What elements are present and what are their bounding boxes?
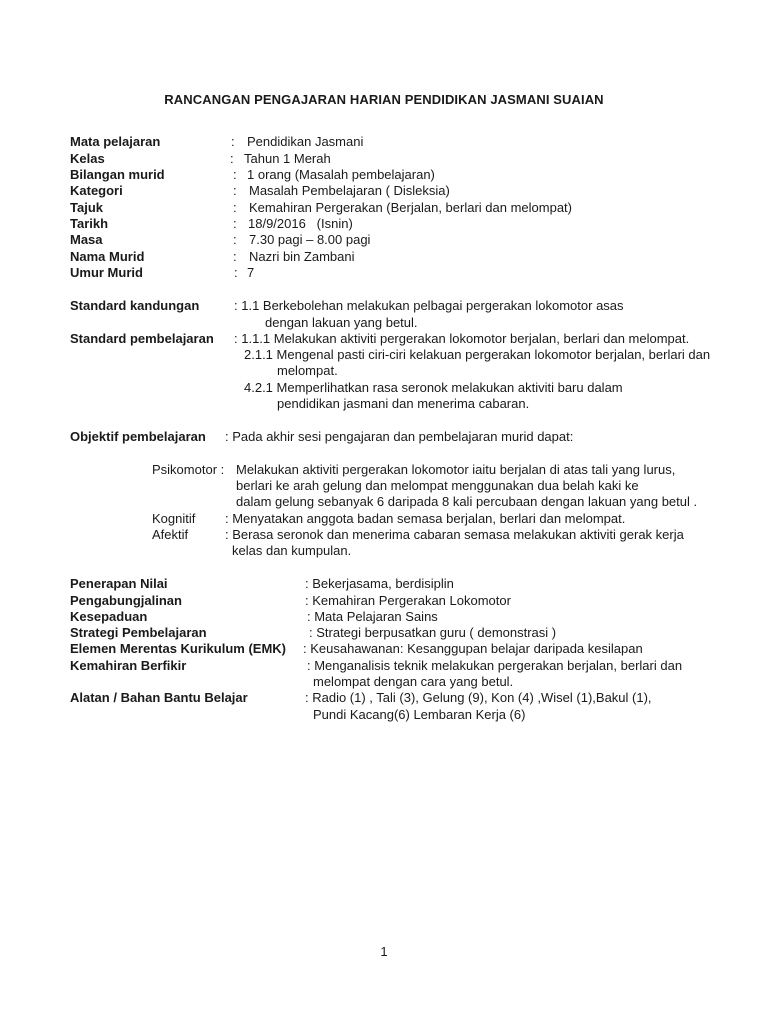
detail-value: : Strategi berpusatkan guru ( demonstrasi ) [309,625,557,640]
info-sep: : [233,216,237,231]
standard-pembelajaran-text: melompat. [277,363,338,378]
detail-label: Strategi Pembelajaran [70,625,207,640]
info-value: 7 [247,265,255,280]
info-sep: : [233,232,237,247]
info-sep: : [233,183,237,198]
standard-kandungan-label: Standard kandungan [70,298,200,313]
info-value: Masalah Pembelajaran ( Disleksia) [249,183,450,198]
info-value: 1 orang (Masalah pembelajaran) [247,167,435,182]
standard-pembelajaran-label: Standard pembelajaran [70,331,214,346]
info-label: Kelas [70,151,105,166]
detail-value: : Keusahawanan: Kesanggupan belajar daripada kesilapan [303,641,643,656]
psikomotor-text: dalam gelung sebanyak 6 daripada 8 kali percubaan dengan lakuan yang betul . [236,494,698,509]
info-sep: : [230,151,234,166]
kognitif-label: Kognitif [152,511,196,526]
standard-pembelajaran-text: 4.2.1 Memperlihatkan rasa seronok melakukan aktiviti baru dalam [244,380,623,395]
objektif-label: Objektif pembelajaran [70,429,206,444]
info-label: Tajuk [70,200,103,215]
page-number: 1 [380,944,388,959]
info-label: Kategori [70,183,123,198]
info-sep: : [233,167,237,182]
detail-value: : Radio (1) , Tali (3), Gelung (9), Kon (4) ,Wisel (1),Bakul (1), [305,690,652,705]
afektif-text: : Berasa seronok dan menerima cabaran semasa melakukan aktiviti gerak kerja [225,527,684,542]
info-label: Nama Murid [70,249,145,264]
kognitif-text: : Menyatakan anggota badan semasa berjalan, berlari dan melompat. [225,511,626,526]
standard-pembelajaran-text: 2.1.1 Mengenal pasti ciri-ciri kelakuan pergerakan lokomotor berjalan, berlari dan [244,347,711,362]
detail-value: : Mata Pelajaran Sains [307,609,438,624]
detail-label: Kesepaduan [70,609,148,624]
detail-label: Penerapan Nilai [70,576,168,591]
detail-label: Pengabungjalinan [70,593,182,608]
info-label: Umur Murid [70,265,143,280]
document-title: RANCANGAN PENGAJARAN HARIAN PENDIDIKAN JASMANI SUAIAN [164,92,604,107]
detail-label: Elemen Merentas Kurikulum (EMK) [70,641,286,656]
afektif-label: Afektif [152,527,189,542]
info-value: 7.30 pagi – 8.00 pagi [249,232,371,247]
info-label: Bilangan murid [70,167,165,182]
info-label: Tarikh [70,216,109,231]
objektif-text: : Pada akhir sesi pengajaran dan pembelajaran murid dapat: [225,429,574,444]
standard-kandungan-text: : 1.1 Berkebolehan melakukan pelbagai pergerakan lokomotor asas [234,298,624,313]
detail-value: : Kemahiran Pergerakan Lokomotor [305,593,511,608]
detail-value: melompat dengan cara yang betul. [313,674,514,689]
info-label: Mata pelajaran [70,134,161,149]
psikomotor-text: Melakukan aktiviti pergerakan lokomotor iaitu berjalan di atas tali yang lurus, [236,462,676,477]
detail-value: : Menganalisis teknik melakukan pergerakan berjalan, berlari dan [307,658,683,673]
detail-label: Alatan / Bahan Bantu Belajar [70,690,248,705]
info-value: Tahun 1 Merah [244,151,331,166]
detail-value: : Bekerjasama, berdisiplin [305,576,454,591]
standard-pembelajaran-text: pendidikan jasmani dan menerima cabaran. [277,396,530,411]
info-sep: : [233,200,237,215]
psikomotor-text: berlari ke arah gelung dan melompat menggunakan dua belah kaki ke [236,478,639,493]
info-sep: : [233,249,237,264]
psikomotor-label: Psikomotor : [152,462,225,477]
afektif-text: kelas dan kumpulan. [232,543,352,558]
info-sep: : [234,265,238,280]
detail-value: Pundi Kacang(6) Lembaran Kerja (6) [313,707,526,722]
standard-kandungan-text: dengan lakuan yang betul. [265,315,418,330]
info-value: 18/9/2016 (Isnin) [248,216,353,231]
standard-pembelajaran-text: : 1.1.1 Melakukan aktiviti pergerakan lokomotor berjalan, berlari dan melompat. [234,331,690,346]
info-label: Masa [70,232,103,247]
info-value: Pendidikan Jasmani [247,134,364,149]
info-sep: : [231,134,235,149]
info-value: Kemahiran Pergerakan (Berjalan, berlari dan melompat) [249,200,572,215]
detail-label: Kemahiran Berfikir [70,658,187,673]
info-value: Nazri bin Zambani [249,249,355,264]
